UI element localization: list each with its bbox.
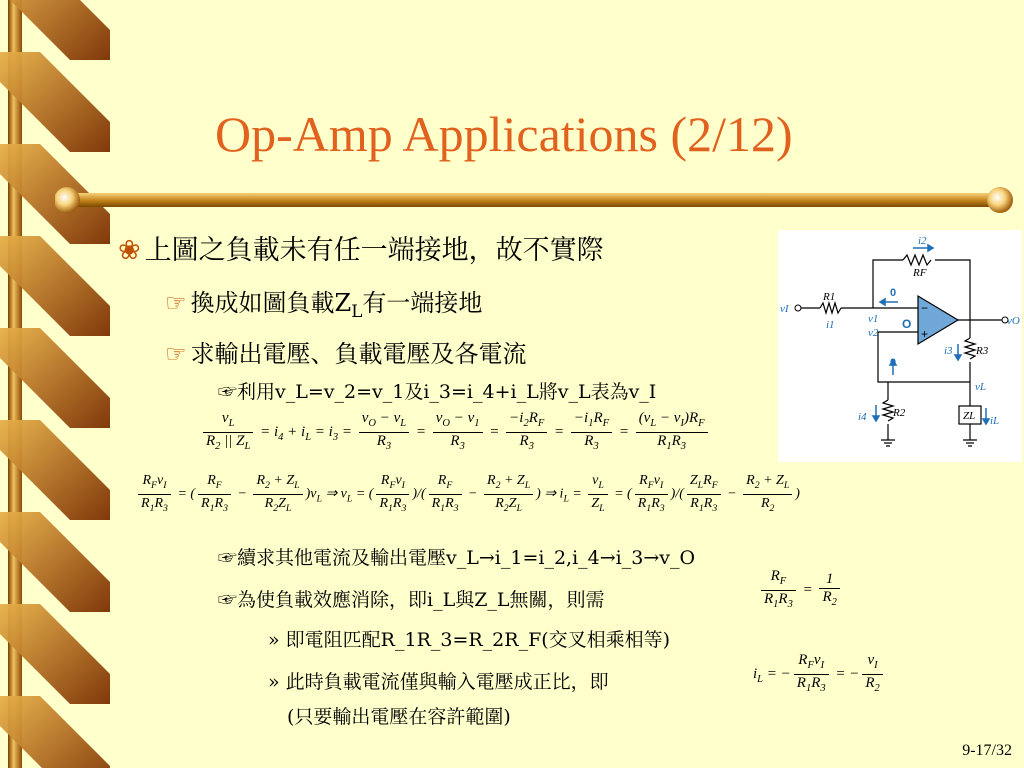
bullet-level4 [268, 625, 670, 652]
bullet-level3 [218, 543, 695, 570]
svg-text:vI: vI [780, 303, 789, 315]
title-divider-bar [55, 186, 1015, 214]
decorative-rod [0, 0, 110, 768]
equation-2: $\frac{R_Fv_I}{R_1R_3}$ = ( $\frac{R_F}{R_1R_3}$ − $\frac{R_2 + Z_L}{R_2Z_L}$ )$v_L$ ⇒ $v_L$ = ( $\frac{R_Fv_I}{R_1R_3}$ )/( $\frac{R_F}{R_1R_3}$ − $\frac{R_2 + Z_L}{R_2Z_L}$ ) ⇒ $i_L$ = $\frac{v_L}{Z_L}$ = ( $\frac{R_Fv_I}{R_1R_3}$ )/( $\frac{Z_LR_F}{R_1R_3}$ − $\frac{R_2 + Z_L}{R_2}$ ) [135, 472, 800, 517]
flower-bullet-icon: ❀ [118, 235, 141, 266]
bullet-level1 [118, 228, 604, 267]
equation-4: $i_L$ = − $\frac{R_Fv_I}{R_1R_3}$ = − $\frac{v_I}{R_2}$ [753, 652, 886, 697]
equation-1: $\frac{v_L}{R_2 || Z_L}$ = $i_4 + i_L = i_3$ = $\frac{v_O - v_L}{R_3}$ = $\frac{v_O - v_1}{R_3}$ = $\frac{-i_2R_F}{R_3}$ = $\frac{-i_1R_F}{R_3}$ = $\frac{(v_L - v_I)R_F}{R_1R_3}$ [200, 410, 711, 455]
bullet-level3 [218, 377, 656, 404]
circuit-diagram [778, 230, 1022, 462]
svg-text:i2: i2 [918, 235, 927, 247]
svg-text:0: 0 [890, 357, 897, 369]
svg-text:v1: v1 [868, 313, 879, 325]
hand-bullet-icon: ☞ [218, 589, 238, 611]
svg-text:vL: vL [975, 381, 986, 393]
svg-text:ZL: ZL [963, 410, 976, 422]
bullet-marker: » [268, 671, 286, 693]
svg-text:i1: i1 [826, 319, 835, 331]
bullet-marker: » [268, 629, 286, 651]
pointing-hand-icon: ☞ [165, 289, 187, 317]
bullet-text: 即電阻匹配R_1R_3=R_2R_F(交叉相乘相等) [285, 629, 671, 651]
bullet-level2 [165, 334, 527, 369]
svg-text:0: 0 [890, 287, 897, 299]
svg-text:i3: i3 [944, 345, 953, 357]
svg-text:−: − [921, 301, 929, 315]
equation-3: $\frac{R_F}{R_1R_3}$ = $\frac{1}{R_2}$ [758, 568, 843, 613]
svg-text:v2: v2 [868, 327, 879, 339]
bullet-text: 上圖之負載未有任一端接地，故不實際 [144, 235, 604, 266]
svg-text:vO: vO [1007, 315, 1020, 327]
bullet-text: 有一端接地 [362, 289, 483, 317]
svg-text:i4: i4 [858, 411, 867, 423]
bullet-text: 續求其他電流及輸出電壓v_L→i_1=i_2,i_4→i_3→v_O [237, 547, 696, 569]
svg-text:O: O [902, 317, 912, 331]
pointing-hand-icon: ☞ [165, 340, 187, 368]
page-number: 9-17/32 [962, 742, 1012, 759]
subscript: L [351, 300, 363, 321]
bullet-level3 [218, 585, 605, 612]
svg-text:R3: R3 [976, 345, 989, 357]
svg-text:R2: R2 [893, 407, 906, 419]
hand-bullet-icon: ☞ [218, 381, 238, 403]
bullet-level2 [165, 283, 482, 321]
svg-text:R1: R1 [823, 291, 836, 303]
svg-text:+: + [921, 327, 929, 341]
bullet-text: 求輸出電壓、負載電壓及各電流 [190, 340, 527, 368]
bullet-continuation: (只要輸出電壓在容許範圍) [287, 706, 511, 728]
bullet-text: 為使負載效應消除，即i_L與Z_L無關，則需 [237, 589, 605, 611]
bullet-text: 此時負載電流僅與輸入電壓成正比，即 [285, 671, 609, 693]
bullet-level4 [268, 667, 609, 694]
bullet-text: 利用v_L=v_2=v_1及i_3=i_4+i_L將v_L表為v_I [237, 381, 657, 403]
svg-text:RF: RF [913, 267, 927, 279]
slide-title: Op-Amp Applications (2/12) [215, 106, 793, 162]
hand-bullet-icon: ☞ [218, 547, 238, 569]
bullet-text: 換成如圖負載Z [190, 289, 352, 317]
svg-text:iL: iL [990, 415, 1000, 427]
